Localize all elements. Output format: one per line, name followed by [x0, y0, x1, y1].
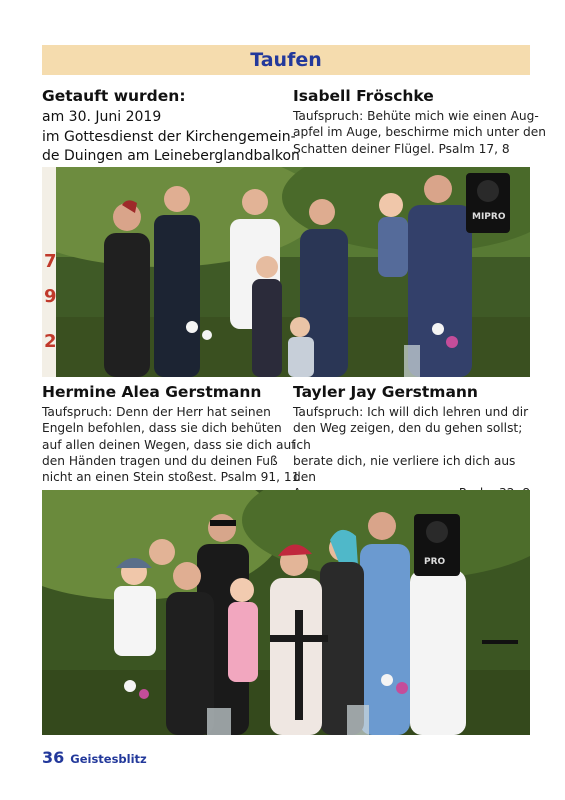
section-header — [42, 45, 530, 75]
svg-text:2: 2 — [44, 331, 57, 352]
baptism-verse-hermine — [42, 404, 299, 485]
verse-line: apfel im Auge, beschirme mich unter den — [293, 125, 546, 140]
baptized-details — [42, 108, 300, 167]
verse-line: Taufspruch: Behüte mich wie einen Aug- — [293, 109, 539, 123]
verse-line: nicht an einen Stein stoßest. Psalm 91, 11 — [42, 470, 300, 485]
person-name-hermine: Hermine Alea Gerstmann — [42, 383, 262, 401]
verse-line: berate dich, nie verliere ich dich aus den — [293, 453, 516, 485]
page-footer — [42, 748, 147, 767]
baptized-line: de Duingen am Leineberglandbalkon — [42, 148, 300, 164]
section-title: Taufen — [250, 49, 322, 71]
verse-line: Taufspruch: Denn der Herr hat seinen — [42, 405, 271, 419]
verse-line: den Händen tragen und du deinen Fuß — [42, 453, 278, 468]
verse-line: Taufspruch: Ich will dich lehren und dir — [293, 405, 529, 419]
publication-name: Geistesblitz — [70, 752, 147, 766]
baptism-verse-isabell — [293, 108, 546, 157]
verse-line: den Weg zeigen, den du gehen sollst; ich — [293, 421, 523, 452]
svg-text:9: 9 — [44, 286, 57, 307]
svg-text:7: 7 — [44, 251, 57, 272]
verse-line: auf allen deinen Wegen, dass sie dich auf — [42, 437, 296, 452]
baptism-photo-2 — [42, 490, 530, 735]
person-name-tayler: Tayler Jay Gerstmann — [293, 383, 478, 401]
page-number: 36 — [42, 748, 65, 767]
baptism-verse-tayler — [293, 404, 530, 502]
person-name-isabell: Isabell Fröschke — [293, 87, 434, 105]
verse-line: Schatten deiner Flügel. Psalm 17, 8 — [293, 141, 510, 156]
speaker-label: MIPRO — [472, 212, 506, 222]
verse-line: Engeln befohlen, dass sie dich behüten — [42, 421, 282, 436]
baptized-heading: Getauft wurden: — [42, 87, 186, 105]
speaker-label: PRO — [424, 557, 446, 567]
baptized-line: am 30. Juni 2019 — [42, 109, 162, 125]
baptized-line: im Gottesdienst der Kirchengemein- — [42, 128, 296, 145]
baptism-photo-1 — [42, 167, 530, 377]
